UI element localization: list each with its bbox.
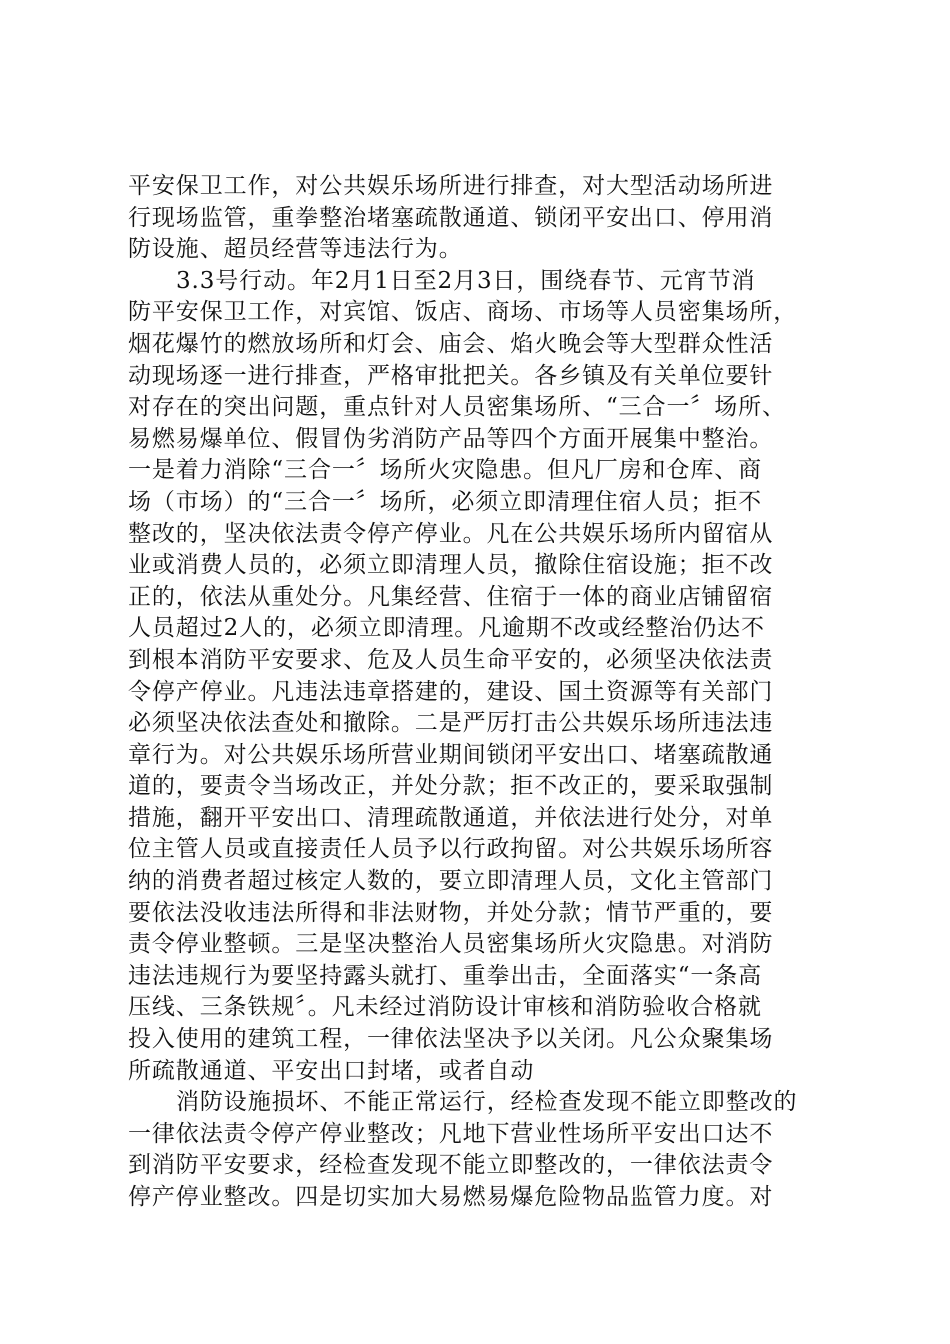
text-line: 平安保卫工作，对公共娱乐场所进行排查，对大型活动场所进 bbox=[128, 173, 774, 199]
text-line: 对存在的突出问题，重点针对人员密集场所、“三合一〞场所、 bbox=[128, 394, 786, 421]
text-line: 到消防平安要求，经检查发现不能立即整改的，一律依法责令 bbox=[128, 1152, 774, 1179]
text-line: 道的，要责令当场改正，并处分款；拒不改正的，要采取强制 bbox=[128, 773, 774, 800]
text-line: 一律依法责令停产停业整改；凡地下营业性场所平安出口达不 bbox=[128, 1120, 774, 1147]
text-line: 纳的消费者超过核定人数的，要立即清理人员，文化主管部门 bbox=[128, 868, 774, 895]
text-line: 责令停业整顿。三是坚决整治人员密集场所火灾隐患。对消防 bbox=[128, 931, 774, 958]
text-line: 令停产停业。凡违法违章搭建的，建设、国土资源等有关部门 bbox=[128, 678, 774, 705]
text-line: 烟花爆竹的燃放场所和灯会、庙会、焰火晚会等大型群众性活 bbox=[128, 330, 774, 357]
text-line: 必须坚决依法查处和撤除。二是严厉打击公共娱乐场所违法违 bbox=[128, 710, 774, 737]
text-line: 措施，翻开平安出口、清理疏散通道，并依法进行处分，对单 bbox=[128, 804, 774, 831]
body-text bbox=[128, 171, 838, 1214]
text-line: 行现场监管，重拳整治堵塞疏散通道、锁闭平安出口、停用消 bbox=[128, 204, 774, 231]
text-line: 一是着力消除“三合一〞场所火灾隐患。但凡厂房和仓库、商 bbox=[128, 457, 763, 484]
text-line: 要依法没收违法所得和非法财物，并处分款；情节严重的，要 bbox=[128, 899, 774, 926]
text-line: 防设施、超员经营等违法行为。 bbox=[128, 236, 463, 263]
text-line: 到根本消防平安要求、危及人员生命平安的，必须坚决依法责 bbox=[128, 646, 774, 673]
text-line: 所疏散通道、平安出口封堵，或者自动 bbox=[128, 1057, 535, 1084]
text-line: 易燃易爆单位、假冒伪劣消防产品等四个方面开展集中整治。 bbox=[128, 425, 774, 452]
text-line: 停产停业整改。四是切实加大易燃易爆危险物品监管力度。对 bbox=[128, 1184, 774, 1210]
text-line: 投入使用的建筑工程，一律依法坚决予以关闭。凡公众聚集场 bbox=[128, 1026, 774, 1053]
text-line: 正的，依法从重处分。凡集经营、住宿于一体的商业店铺留宿 bbox=[128, 583, 774, 610]
text-line: 业或消费人员的，必须立即清理人员，撤除住宿设施；拒不改 bbox=[128, 552, 774, 579]
text-line: 消防设施损坏、不能正常运行，经检查发现不能立即整改的 bbox=[176, 1089, 798, 1116]
text-line: 整改的，坚决依法责令停产停业。凡在公共娱乐场所内留宿从 bbox=[128, 520, 774, 547]
text-line: 动现场逐一进行排查，严格审批把关。各乡镇及有关单位要针 bbox=[128, 362, 774, 389]
text-line: 位主管人员或直接责任人员予以行政拘留。对公共娱乐场所容 bbox=[128, 836, 774, 863]
text-line: 压线、三条铁规〞。凡未经过消防设计审核和消防验收合格就 bbox=[128, 994, 762, 1021]
text-line: 3.3号行动。年2月1日至2月3日，围绕春节、元宵节消 bbox=[176, 267, 756, 294]
text-line: 章行为。对公共娱乐场所营业期间锁闭平安出口、堵塞疏散通 bbox=[128, 741, 774, 768]
text-line: 违法违规行为要坚持露头就打、重拳出击，全面落实“一条高 bbox=[128, 962, 763, 989]
text-line: 防平安保卫工作，对宾馆、饭店、商场、市场等人员密集场所， bbox=[128, 299, 798, 326]
text-line: 人员超过2人的，必须立即清理。凡逾期不改或经整治仍达不 bbox=[128, 615, 765, 642]
text-line: 场（市场）的“三合一〞场所，必须立即清理住宿人员；拒不 bbox=[128, 488, 763, 515]
